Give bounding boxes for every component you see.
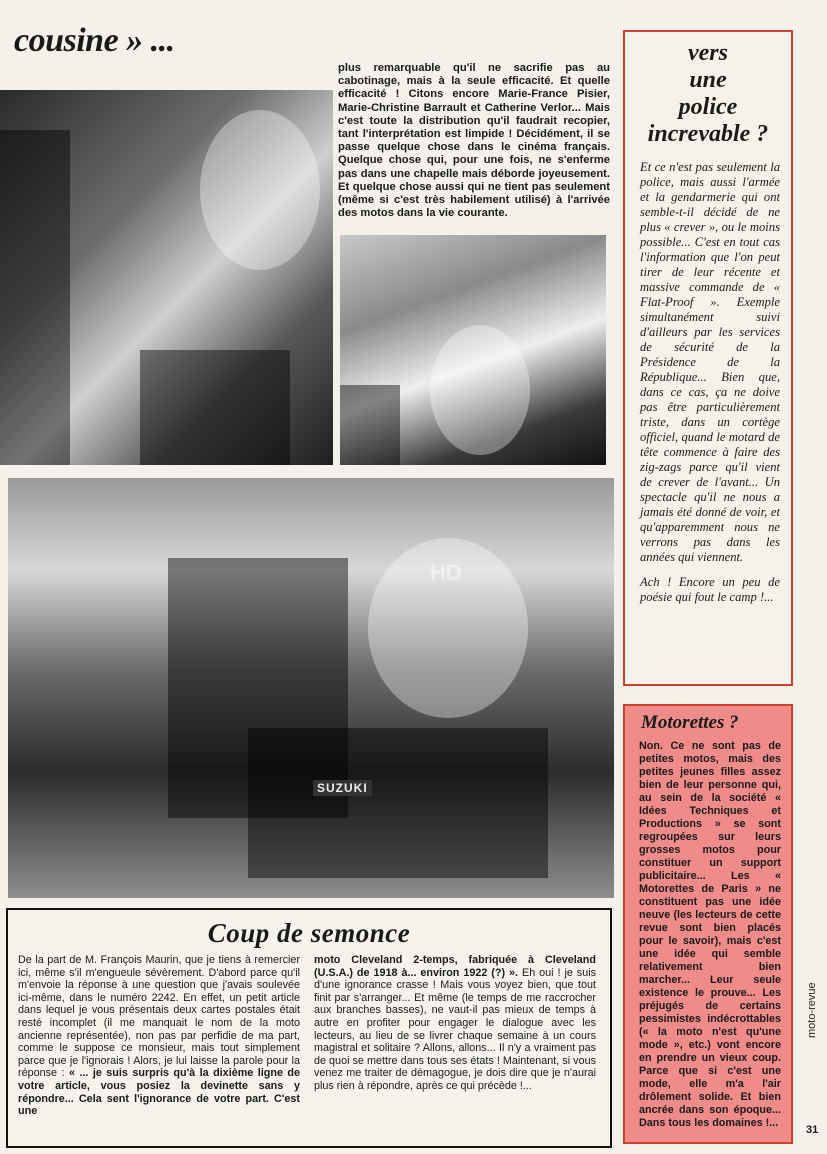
coup-title: Coup de semonce	[207, 918, 411, 948]
coup-right-column: moto Cleveland 2-temps, fabriquée à Cleveland (U.S.A.) de 1918 à... environ 1922 (?) ». Eh oui ! je suis d'une ignorance crasse ! Mais vous voyez bien, que tout finit par s'arranger... Et même (le temps de me raccrocher aux branches basses), ne vaut-il pas mieux de temps à autre en profiter pour engager le dialogue avec les lecteurs, au lieu de se livrer chaque semaine à un cours magistral et solitaire ? Allons, allons... Il n'y a vraiment pas de quoi se mettre dans tous ses états ! Maintenant, si vous venez me traiter de démagogue, je dois dire que je n'aurai plus rien à répondre, après ce qui précède !...	[314, 954, 597, 1092]
page-number: 31	[806, 1124, 819, 1136]
film-still-man-photo	[340, 235, 606, 465]
sidebar-motorettes-title: Motorettes ?	[641, 712, 739, 733]
motorcycle-couple-photo	[8, 478, 614, 898]
suzuki-tank-logo: SUZUKI	[313, 780, 372, 796]
sidebar-police-body: Et ce n'est pas seulement la police, mais aussi l'armée et la gendarmerie qui ont semble-t-il décidé de ne plus « crever », ou le moins possible... C'est en tout cas l'information que l'on peut tirer de leur récente et massive commande de « Flat-Proof ». Exemple simultanément suivi d'ailleurs par les services de sécurité de la Présidence de la République... Bien que, dans ce cas, ça ne doive pas être particulièrement triste, dans un cortège officiel, quand le motard de tête commence à faire des zig-zags parce qu'il vient de crever de l'avant... Un spectacle qu'il ne nous a jamais été donné de voir, et qu'apparemment nous ne verrons pas dans les années qui viennent. Ach ! Encore un peu de poésie qui fout le camp !...	[640, 160, 780, 604]
sidebar-motorettes-body: Non. Ce ne sont pas de petites motos, mais des petites jeunes filles assez bien de leur personne qui, au sein de la société « Idées Techniques et Productions » se sont regroupées sur leurs grosses motos pour constituer un support publicitaire... Les « Motorettes de Paris » ne constituent pas une idée neuve (les lecteurs de cette revue sont bien placés pour le savoir), mais c'est une idée qui semble relativement bien marcher... Leur seule existence le prouve... Les préjugés de certains pessimistes indécrottables (« la moto n'est qu'une mode », etc.) vont encore en prendre un vieux coup. Parce que si c'est une mode, elle m'a l'air drôlement solide. Et bien ancrée dans son époque... Dans tous les domaines !...	[639, 740, 781, 1129]
watermark: HD	[430, 560, 462, 585]
coup-de-semonce-box	[6, 908, 612, 1148]
top-article-text: plus remarquable qu'il ne sacrifie pas au cabotinage, mais à la seule efficacité. Et quelle efficacité ! Citons encore Marie-France Pisier, Marie-Christine Barrault et Catherine Verlor... Mais c'est toute la distribution qu'il faudrait recopier, tant l'interprétation est limpide ! Décidément, il se passe quelque chose dans le cinéma français. Quelque chose qui, pour une fois, ne s'enferme pas dans une chapelle mais déborde joyeusement. Et quelque chose aussi qui ne tient pas seulement (même si c'est très habilement utilisé) à l'arrivée des motos dans la vie courante.	[338, 62, 610, 220]
coup-left-column: De la part de M. François Maurin, que je tiens à remercier ici, même s'il m'engueule sévèrement. D'abord parce qu'il m'envoie la réponse à une question que j'avais soulevée ici-même, dans le numéro 2242. En effet, un petit article dans lequel je vous présentais deux cartes postales était resté incomplet (il me manquait le nom de la moto ancienne représentée), non pas par perfidie de ma part, comme le suppose ce monsieur, mais tout simplement parce que je l'ignorais ! Alors, je lui laisse la parole pour la réponse : « ... je suis surpris qu'à la dixième ligne de votre article, vous posiez la devinette sans y répondre... Cela sent l'ignorance de votre part. C'est une	[18, 954, 300, 1118]
film-still-women-photo	[0, 90, 333, 465]
sidebar-motorettes	[623, 704, 793, 1144]
sidebar-police-title: vers une police increvable ?	[647, 40, 769, 147]
page-headline: cousine » ...	[14, 22, 175, 59]
magazine-name: moto-revue	[806, 982, 818, 1038]
sidebar-police	[623, 30, 793, 686]
